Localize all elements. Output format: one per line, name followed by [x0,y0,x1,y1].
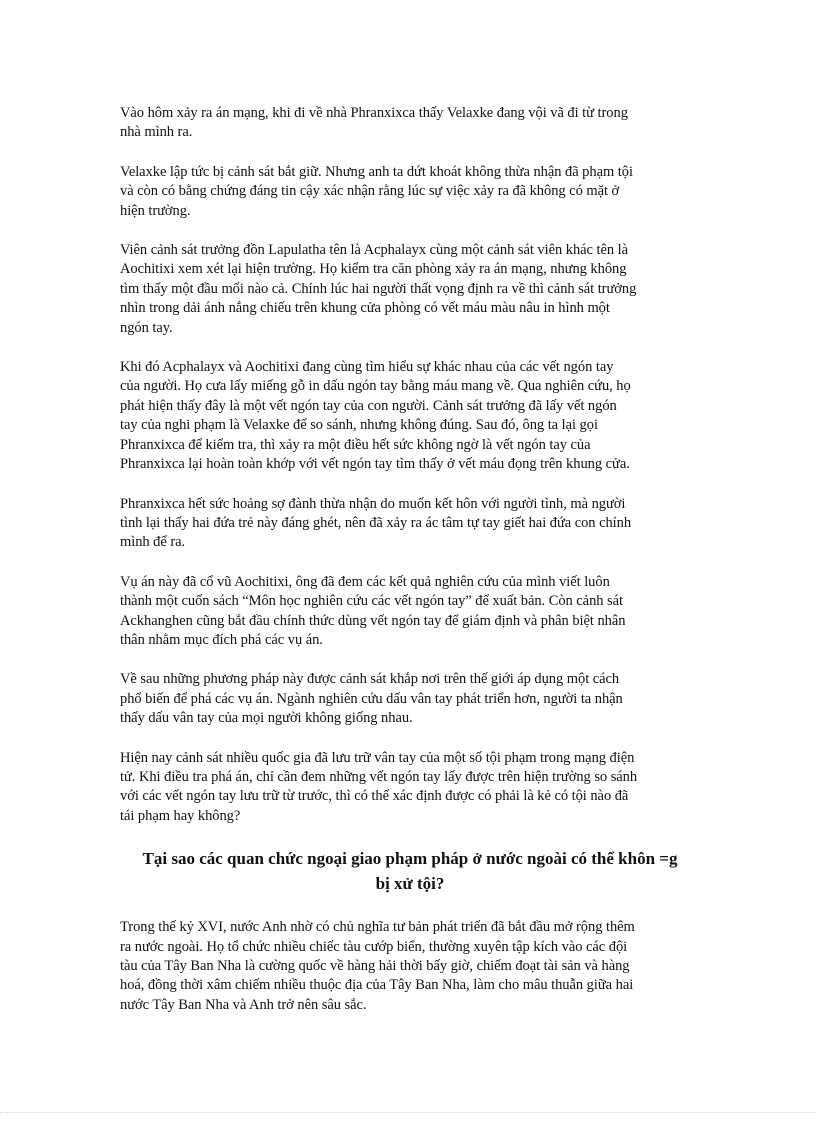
paragraph-9: Trong thế kỷ XVI, nước Anh nhờ có chủ nghĩa tư bản phát triển đã bắt đầu mở rộng thêm ra nước ngoài. Họ tổ chức nhiều chiếc tàu cướp biển, thường xuyên tập kích vào các đội tàu của Tây Ban Nha là cường quốc về hàng hải thời bấy giờ, chiếm đoạt tài sản và hàng hoá, đồng thời xâm chiếm nhiều thuộc địa của Tây Ban Nha, làm cho mâu thuẫn giữa hai nước Tây Ban Nha và Anh trở nên sâu sắc. [120,919,635,1013]
page-bottom-divider [0,1112,816,1113]
paragraph-5: Phranxixca hết sức hoảng sợ đành thừa nhận do muốn kết hôn với người tình, mà người tình lại thấy hai đứa trẻ này đáng ghét, nên đã xảy ra ác tâm tự tay giết hai đứa con chính mình để ra. [120,495,632,551]
paragraph-3: Viên cảnh sát trưởng đồn Lapulatha tên là Acphalayx cùng một cảnh sát viên khác tên là Aochitixi xem xét lại hiện trường. Họ kiểm tra căn phòng xảy ra án mạng, nhưng không tìm thấy một đầu mối nào cả. Chính lúc hai người thất vọng định ra về thì cảnh sát trưởng nhìn trong dải ánh nắng chiếu trên khung cửa phòng có vết máu màu nâu in hình một ngón tay. [120,242,637,336]
paragraph-8: Hiện nay cảnh sát nhiều quốc gia đã lưu trữ vân tay của một số tội phạm trong mạng điện tử. Khi điều tra phá án, chỉ cần đem những vết ngón tay lấy được trên hiện trường so sánh với các vết ngón tay lưu trữ từ trước, thì có thể xác định được có phải là kẻ có tội nào đã tái phạm hay không? [120,749,638,824]
paragraph-6: Vụ án này đã cổ vũ Aochitixi, ông đã đem các kết quả nghiên cứu của mình viết luôn thành một cuốn sách “Môn học nghiên cứu các vết ngón tay” để xuất bản. Còn cảnh sát Ackhanghen cũng bắt đầu chính thức dùng vết ngón tay để giám định và phân biệt nhân thân nhằm mục đích phá các vụ án. [120,573,626,648]
paragraph-4: Khi đó Acphalayx và Aochitixi đang cùng tìm hiểu sự khác nhau của các vết ngón tay của người. Họ cưa lấy miếng gỗ in dấu ngón tay bằng máu mang về. Qua nghiên cứu, họ phát hiện thấy đây là một vết ngón tay của con người. Cảnh sát trưởng đã lấy vết ngón tay của nghi phạm là Velaxke để so sánh, nhưng không đúng. Sau đó, ông ta lại gọi Phranxixca để kiểm tra, thì xảy ra một điều hết sức không ngờ là vết ngón tay của Phranxixca lại hoàn toàn khớp với vết ngón tay tìm thấy ở vết máu đọng trên khung cửa. [120,359,631,473]
document-body [120,104,700,1035]
section-heading: Tại sao các quan chức ngoại giao phạm pháp ở nước ngoài có thể khôn =g bị xử tội? [142,849,678,894]
paragraph-7: Về sau những phương pháp này được cảnh sát khắp nơi trên thế giới áp dụng một cách phổ biến để phá các vụ án. Ngành nghiên cứu dấu vân tay phát triển hơn, người ta nhận thấy dấu vân tay của mọi người không giống nhau. [120,671,623,727]
paragraph-2: Velaxke lập tức bị cảnh sát bắt giữ. Nhưng anh ta dứt khoát không thừa nhận đã phạm tội và còn có bằng chứng đáng tin cậy xác nhận rằng lúc sự việc xảy ra đã không có mặt ở hiện trường. [120,163,633,219]
paragraph-1: Vào hôm xảy ra án mạng, khi đi về nhà Phranxixca thấy Velaxke đang vội vã đi từ trong nhà mình ra. [120,105,628,141]
